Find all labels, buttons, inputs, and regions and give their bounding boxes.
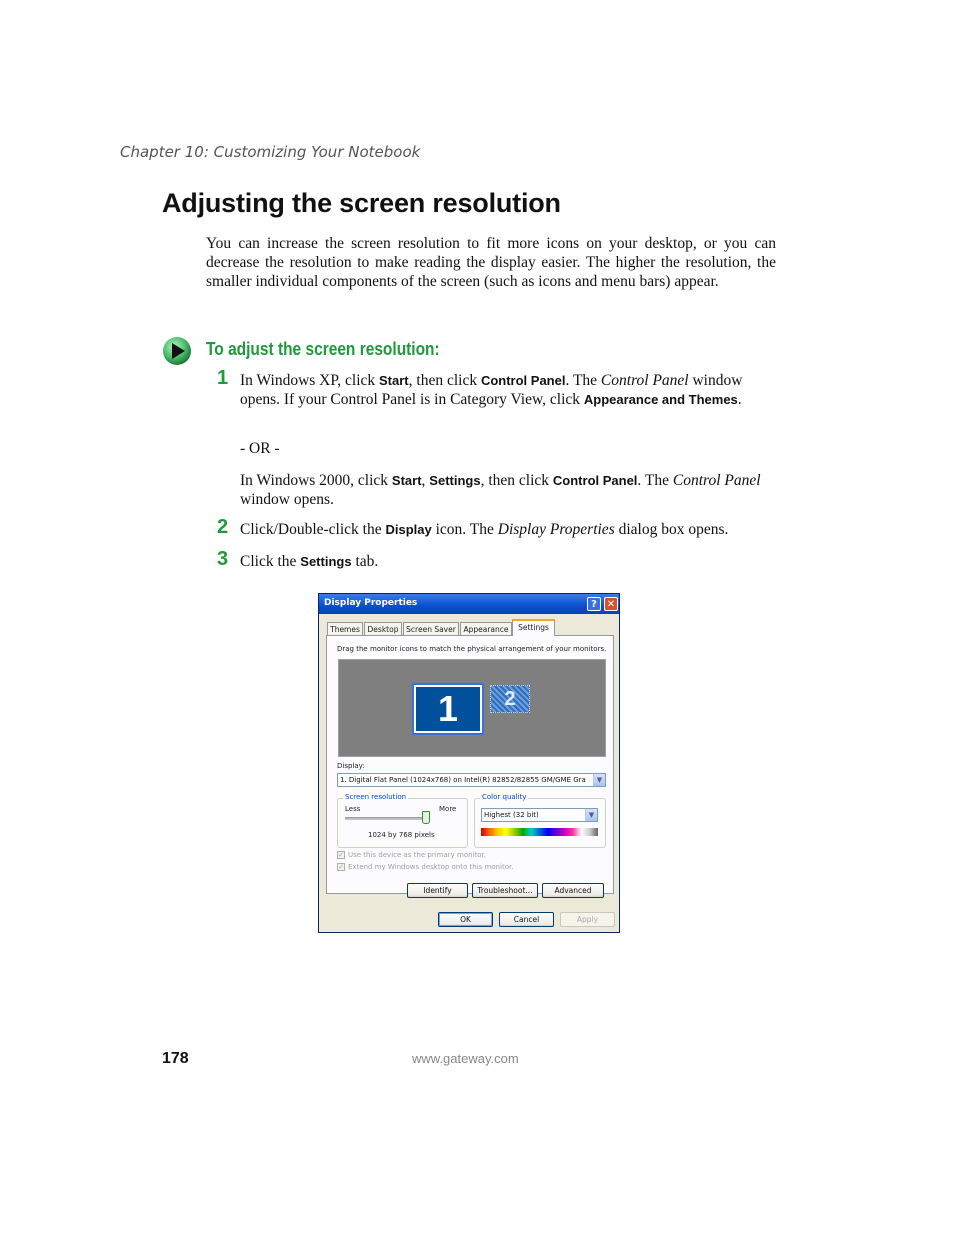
- dialog-title-bar: [319, 594, 619, 614]
- chapter-header: Chapter 10: Customizing Your Notebook: [120, 143, 421, 161]
- ui-term-appearance-themes: Appearance and Themes: [583, 392, 738, 407]
- text-run: Click the: [240, 553, 301, 570]
- step-number: 3: [217, 548, 229, 570]
- text-run: dialog box opens.: [614, 521, 729, 538]
- monitor-2[interactable]: 2: [490, 685, 530, 713]
- step-3-text: [240, 552, 780, 571]
- resolution-value: 1024 by 768 pixels: [368, 831, 435, 839]
- footer-url: www.gateway.com: [412, 1051, 519, 1066]
- procedure-arrow-icon: [162, 336, 192, 366]
- help-button[interactable]: ?: [587, 597, 601, 611]
- ui-term-display: Display: [385, 522, 432, 537]
- text-run: Click/Double-click the: [240, 521, 386, 538]
- procedure-heading: To adjust the screen resolution:: [206, 339, 440, 359]
- emphasis-control-panel: Control Panel: [672, 472, 761, 489]
- emphasis-control-panel: Control Panel: [600, 372, 689, 389]
- text-run: ,: [421, 472, 430, 489]
- ui-term-settings: Settings: [300, 554, 352, 569]
- apply-button[interactable]: Apply: [560, 912, 615, 927]
- monitor-1[interactable]: 1: [412, 683, 484, 735]
- display-select-value: 1. Digital Flat Panel (1024x768) on Intel(R) 82852/82855 GM/GME Gra: [340, 776, 586, 784]
- ui-term-start: Start: [379, 373, 409, 388]
- step-number: 2: [217, 516, 229, 538]
- display-properties-dialog: [318, 593, 620, 933]
- text-run: icon. The: [431, 521, 498, 538]
- tab-settings[interactable]: Settings: [512, 619, 555, 636]
- text-run: In Windows 2000, click: [240, 472, 392, 489]
- intro-paragraph: You can increase the screen resolution to fit more icons on your desktop, or you can decrease the resolution to make reading the display easier. The higher the resolution, the smaller individual components of the screen (such as icons and menu bars) appear.: [206, 235, 776, 290]
- checkbox-extend-desktop[interactable]: ✓: [338, 863, 344, 871]
- ui-term-start: Start: [391, 473, 422, 488]
- color-quality-select[interactable]: [481, 808, 598, 822]
- text-run: , then click: [408, 372, 481, 389]
- close-button[interactable]: ✕: [604, 597, 618, 611]
- settings-panel: [326, 635, 614, 894]
- ui-term-control-panel: Control Panel: [480, 373, 566, 388]
- screen-resolution-label: Screen resolution: [345, 793, 407, 801]
- checkbox-primary-label: Use this device as the primary monitor.: [348, 851, 486, 859]
- text-run: In Windows XP, click: [240, 372, 380, 389]
- instruction-text: Drag the monitor icons to match the physical arrangement of your monitors.: [337, 645, 607, 653]
- screen-resolution-group: [337, 793, 468, 848]
- checkbox-primary-monitor[interactable]: ✓: [338, 851, 344, 859]
- step-1-text: [240, 371, 780, 409]
- chevron-down-icon[interactable]: ▼: [585, 809, 597, 821]
- step-2-text: [240, 520, 800, 539]
- resolution-slider-thumb[interactable]: [422, 811, 430, 824]
- tab-themes[interactable]: Themes: [327, 622, 363, 635]
- text-run: .: [737, 391, 742, 408]
- color-quality-label: Color quality: [482, 793, 527, 801]
- tab-appearance[interactable]: Appearance: [460, 622, 512, 635]
- display-label: Display:: [337, 762, 365, 770]
- cancel-button[interactable]: Cancel: [499, 912, 554, 927]
- ui-term-settings: Settings: [429, 473, 481, 488]
- text-run: , then click: [480, 472, 553, 489]
- display-select[interactable]: [337, 773, 606, 787]
- tab-desktop[interactable]: Desktop: [364, 622, 402, 635]
- advanced-button[interactable]: Advanced: [542, 883, 604, 898]
- dialog-title: Display Properties: [324, 598, 418, 608]
- text-run: tab.: [351, 553, 379, 570]
- text-run: . The: [565, 372, 601, 389]
- more-label: More: [439, 805, 457, 813]
- less-label: Less: [345, 805, 361, 813]
- ok-button[interactable]: OK: [438, 912, 493, 927]
- text-run: window opens. If your Control Panel is in Category View, click: [240, 372, 743, 408]
- color-quality-group: [474, 793, 606, 848]
- step-number: 1: [217, 367, 229, 389]
- text-run: window opens.: [240, 491, 334, 508]
- step-1-alt-text: [240, 471, 780, 509]
- text-run: . The: [637, 472, 673, 489]
- page-number: 178: [162, 1050, 189, 1067]
- monitor-arrangement-area: [338, 659, 606, 757]
- resolution-slider-track[interactable]: [345, 817, 425, 820]
- color-quality-spectrum: [481, 828, 598, 836]
- color-quality-value: Highest (32 bit): [484, 811, 539, 819]
- tab-screen-saver[interactable]: Screen Saver: [403, 622, 459, 635]
- chevron-down-icon[interactable]: ▼: [593, 774, 605, 786]
- or-separator: - OR -: [240, 440, 280, 457]
- troubleshoot-button[interactable]: Troubleshoot...: [472, 883, 538, 898]
- checkbox-extend-label: Extend my Windows desktop onto this monitor.: [348, 863, 514, 871]
- section-title: Adjusting the screen resolution: [162, 188, 561, 218]
- identify-button[interactable]: Identify: [407, 883, 468, 898]
- ui-term-control-panel: Control Panel: [552, 473, 638, 488]
- emphasis-display-properties: Display Properties: [497, 521, 615, 538]
